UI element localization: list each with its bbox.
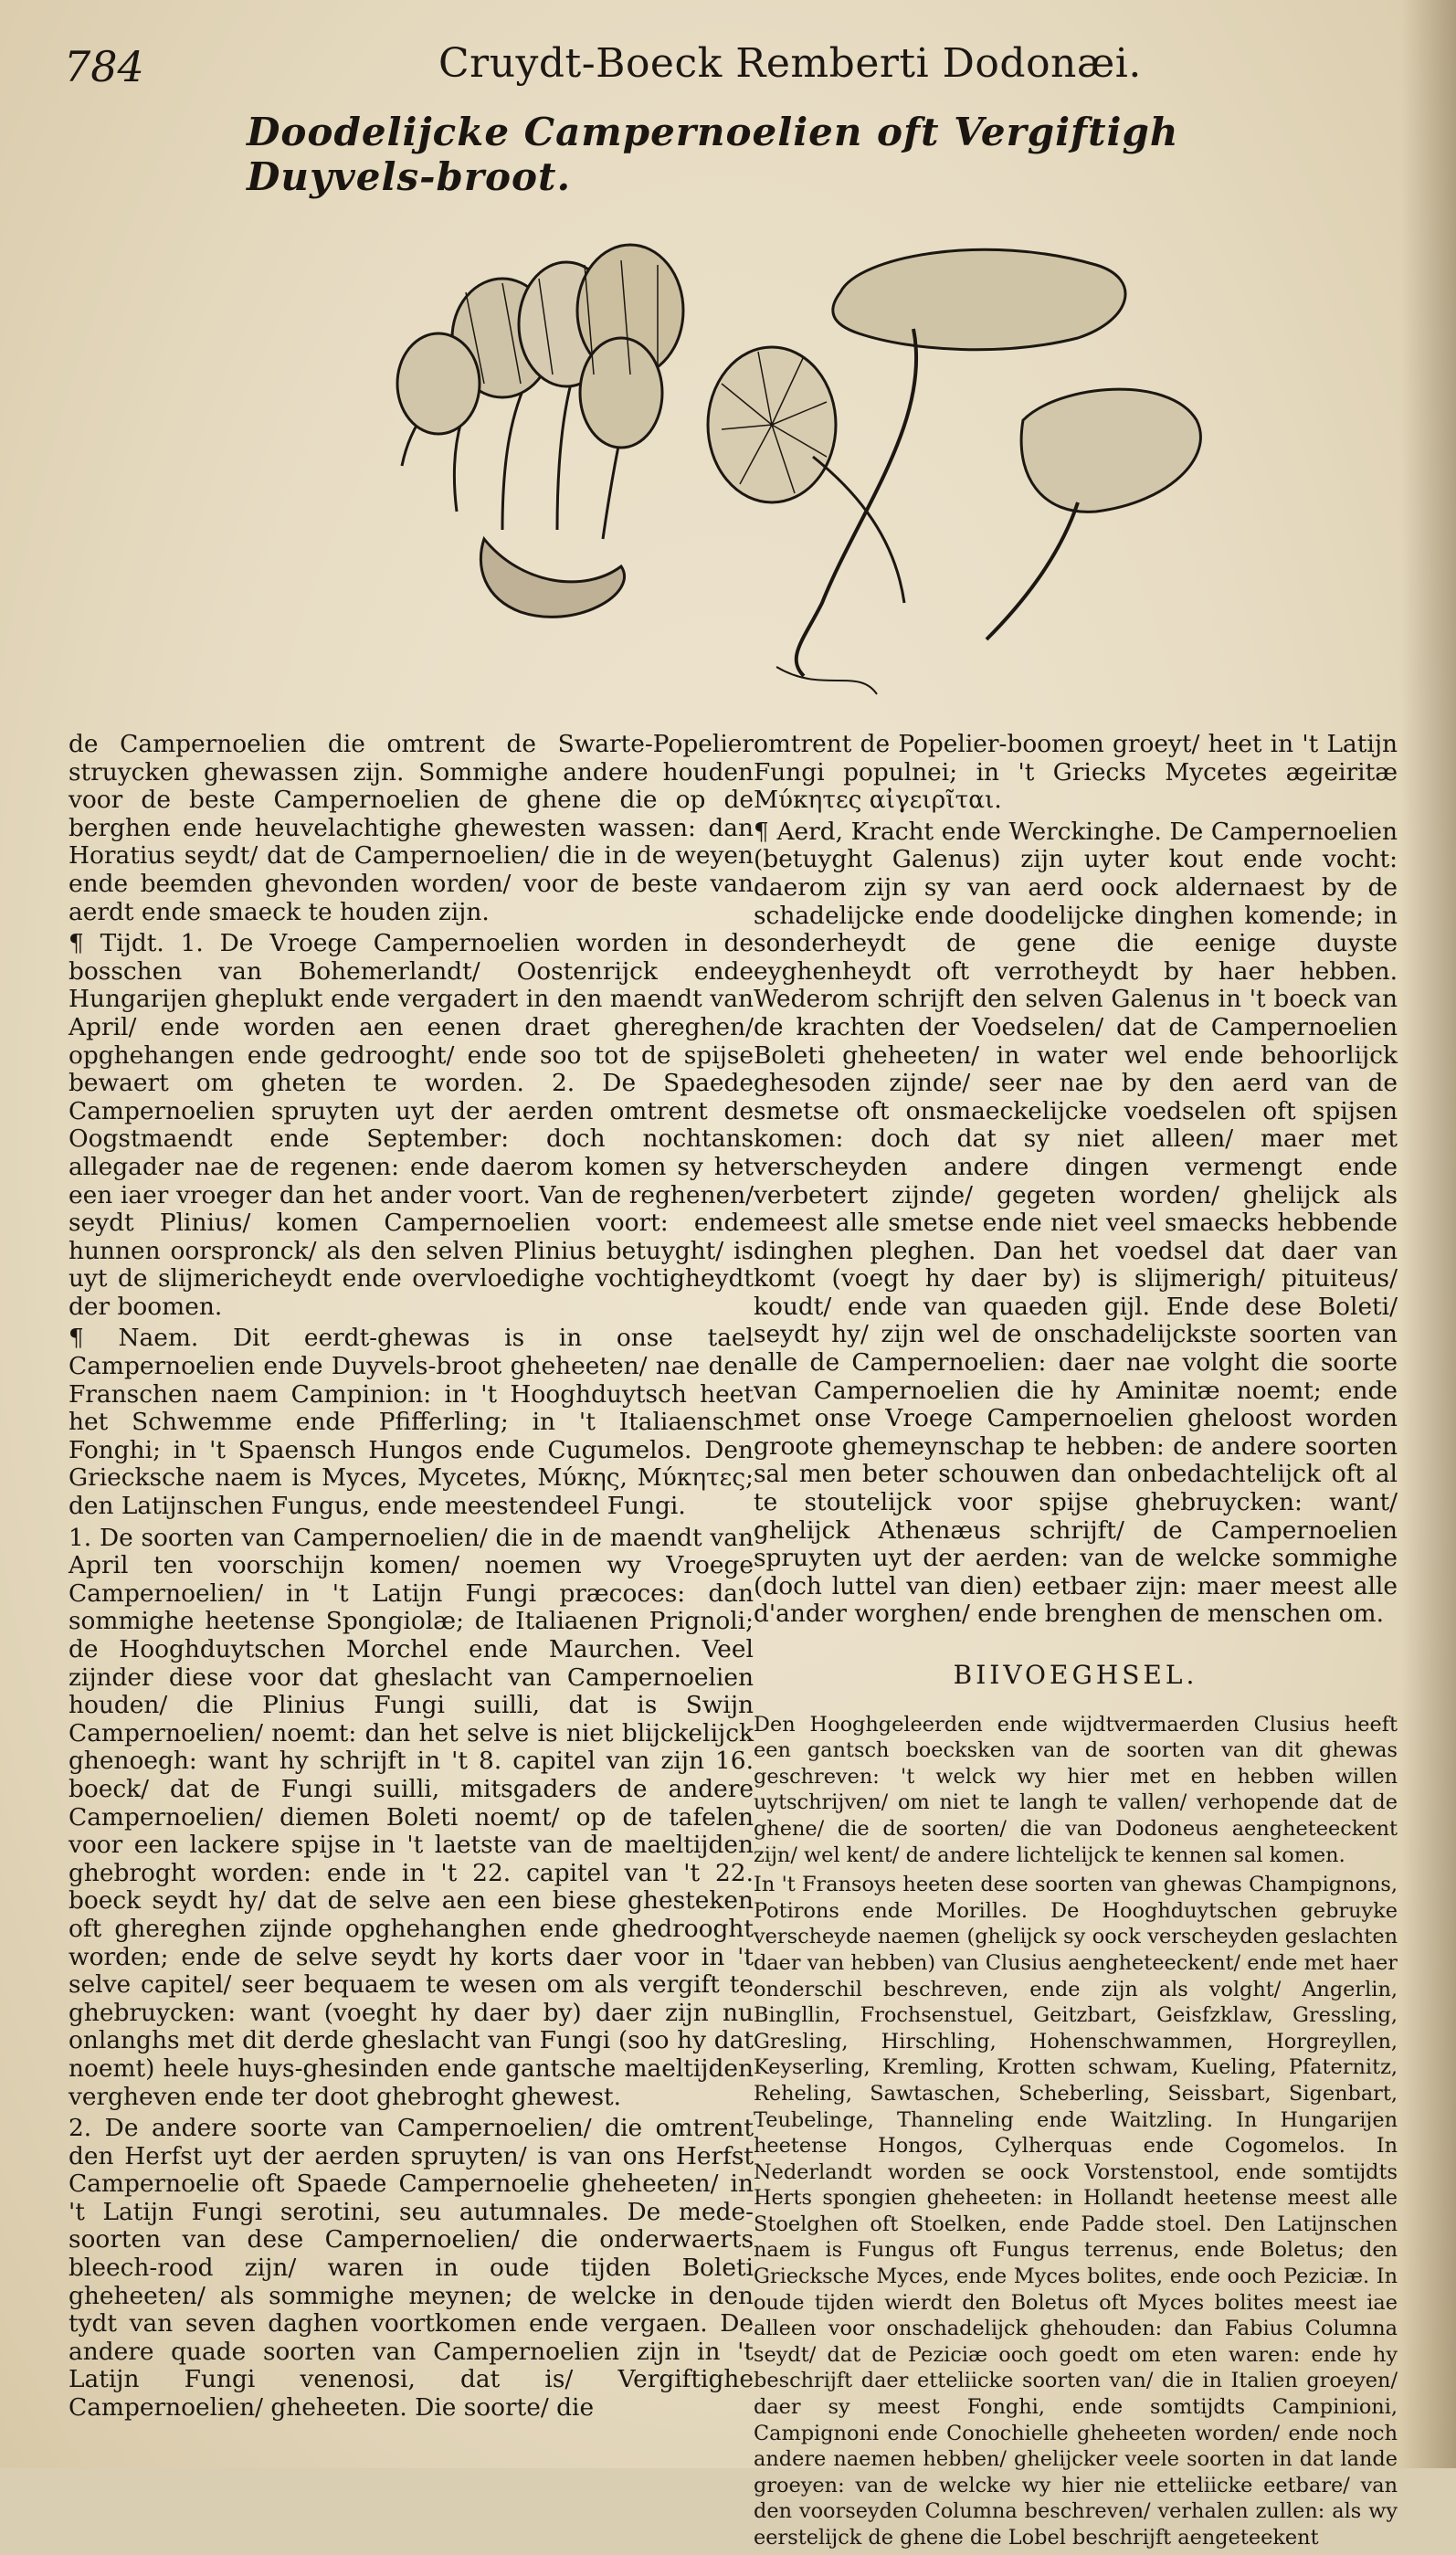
section-title: Doodelijcke Campernoelien oft Vergiftigh Duyvels-broot. [247, 110, 1179, 199]
woodcut-illustration [347, 238, 1261, 713]
page-edge-shadow [1401, 0, 1456, 2468]
left-paragraph: ¶ Naem. Dit eerdt-ghewas is in onse tael Campernoelien ende Duyvels-broot gheheeten/ nae den Franschen naem Campinion: in 't Hooghduytsch heet het Schwemme ende Pfifferling; in 't Italiaensch Fonghi; in 't Spaensch Hungos ende Cugumelos. Den Griecksche naem is Myces, Mycetes, Μύκης, Μύκητες; den Latijnschen Fungus, ende meestendeel Fungi. [69, 1324, 754, 1521]
addendum-paragraph: In 't Fransoys heeten dese soorten van ghewas Champignons, Potirons ende Morilles. De Hooghduytschen gebruyke verscheyde naemen (ghelijck sy oock verscheyden geslachten daer van hebben) van Clusius aengheteeckent/ ende met haer onderschil beschreven, ende zijn als volght/ Angerlin, Bingllin, Frochsenstuel, Geitzbart, Geisfzklaw, Gressling, Gresling, Hirschling, Hohenschwammen, Horgreyllen, Keyserling, Kremling, Krotten schwam, Kueling, Pfaternitz, Reheling, Sawtaschen, Scheberling, Seissbart, Sigenbart, Teubelinge, Thanneling ende Waitzling. In Hungarijen heetense Hongos, Cylherquas ende Cogomelos. In Nederlandt worden se oock Vorstenstool, ende somtijdts Herts spongien gheheeten: in Hollandt heetense meest alle Stoelghen oft Stoelken, ende Padde stoel. Den Latijnschen naem is Fungus oft Fungus terrenus, ende Boletus; den Griecksche Myces, ende Myces bolites, ende ooch Peziciæ. In oude tijden wierdt den Boletus oft Myces bolites meest iae alleen voor onschadelijck ghehouden: dan Fabius Columna seydt/ dat de Peziciæ ooch goedt om eten waren: ende hy beschrijft daer etteliicke soorten van/ die in Italien groeyen/ daer sy meest Fonghi, ende somtijdts Campinioni, Campignoni ende Conochielle gheheeten worden/ ende noch andere naemen hebben/ ghelijcker veele soorten in dat lande groeyen: van de welcke wy hier nie etteliicke eetbare/ van den voorseyden Columna beschreven/ verhalen zullen: als wy eerstelijck de ghene die Lobel beschrijft aengeteekent [754, 1873, 1398, 2550]
left-paragraph: 2. De andere soorte van Campernoelien/ die omtrent den Herfst uyt der aerden spruyten/ is van ons Herfst Campernoelie oft Spaede Campernoelie gheheeten/ in 't Latijn Fungi serotini, seu autumnales. De mede-soorten van dese Campernoelien/ die onderwaerts bleech-rood zijn/ waren in oude tijden Boleti gheheeten/ als sommighe meynen; de welcke in den tydt van seven daghen voortkomen ende vergaen. De andere quade soorten van Campernoelien zijn in 't Latijn Fungi venenosi, dat is/ Vergiftighe Campernoelien/ gheheeten. Die soorte/ die [69, 2114, 754, 2423]
right-paragraph: ¶ Aerd, Kracht ende Werckinghe. De Campernoelien (betuyght Galenus) zijn uyter kout ende vocht: daerom zijn sy van aerd oock aldernaest by de schadelijcke ende doodelijcke dinghen komende; in sonderheydt de gene die eenige duyste eyghenheydt oft verrotheydt by haer hebben. Wederom schrijft den selven Galenus in 't boeck van de krachten der Voedselen/ dat de Campernoelien Boleti gheheeten/ in water wel ende behoorlijck ghesoden zijnde/ seer nae by den aerd van de smetse oft onsmaeckelijcke voedselen oft spijsen komen: doch dat sy niet alleen/ maer met verscheyden andere dingen vermengt ende verbetert zijnde/ gegeten worden/ ghelijck als meest alle smetse ende niet veel smaecks hebbende dinghen pleghen. Dan het voedsel dat daer van komt (voegt hy daer by) is slijmerigh/ pituiteus/ koudt/ ende van quaeden gijl. Ende dese Boleti/ seydt hy/ zijn wel de onschadelijckste soorten van alle de Campernoelien: daer nae volght die soorte van Campernoelien die hy Aminitæ noemt; ende met onse Vroege Campernoelien gheloost worden groote ghemeynschap te hebben: de andere soorten sal men beter schouwen dan onbedachtelijck oft al te stoutelijck voor spijse ghebruycken: want/ ghelijck Athenæus schrijft/ de Campernoelien spruyten uyt der aerden: van de welcke sommighe (doch luttel van dien) eetbaer zijn: maer meest alle d'ander worghen/ ende brenghen de menschen om. [754, 817, 1398, 1629]
right-paragraph: omtrent de Popelier-boomen groeyt/ heet in 't Latijn Fungi populnei; in 't Griecks Mycetes ægeiritæ Μύκητες αἰγειρῖται. [754, 730, 1398, 815]
running-title: Cruydt-Boeck Remberti Dodonæi. [438, 40, 1142, 87]
addendum-heading: BIIVOEGHSEL. [953, 1660, 1198, 1690]
page-number: 784 [64, 42, 144, 91]
mushroom-pair-icon [708, 249, 1200, 694]
addendum-section [754, 1712, 1398, 2551]
addendum-paragraph: Den Hooghgeleerden ende wijdtvermaerden Clusius heeft een gantsch boecksken van de soorten van dit ghewas geschreven: 't welck wy hier met en hebben willen uytschrijven/ om niet te langh te vallen/ verhopende dat de ghene/ die de soorten/ die van Dodoneus aengheteeckent zijn/ wel kent/ de andere lichtelijck te kennen sal komen. [754, 1712, 1398, 1867]
mushroom-woodcut-figure [347, 238, 1261, 713]
left-paragraph: ¶ Tijdt. 1. De Vroege Campernoelien worden in de bosschen van Bohemerlandt/ Oostenrijck ende Hungarijen gheplukt ende vergadert in den maendt van April/ ende worden aen eenen draet ghereghen/ opghehangen ende gedrooght/ ende soo tot de spijse bewaert om gheten te worden. 2. De Spaede Campernoelien spruyten uyt der aerden omtrent de Oogstmaendt ende September: doch nochtans allegader nae de regenen: ende daerom komen sy het een iaer vroeger dan het ander voort. Van de reghenen/ seydt Plinius/ komen Campernoelien voort: ende hunnen oorspronck/ als den selven Plinius betuyght/ is uyt de slijmericheydt ende overvloedighe vochtigheydt der boomen. [69, 929, 754, 1321]
left-paragraph: de Campernoelien die omtrent de Swarte-Popelier struycken ghewassen zijn. Sommighe andere houden voor de beste Campernoelien de ghene die op de berghen ende heuvelachtighe ghewesten wassen: dan Horatius seydt/ dat de Campernoelien/ die in de weyen ende beemden ghevonden worden/ voor de beste van aerdt ende smaeck te houden zijn. [69, 730, 754, 926]
left-text-column [69, 731, 754, 2426]
mushroom-cluster-icon [397, 245, 683, 617]
page-header [64, 37, 1388, 91]
right-text-column [754, 731, 1398, 2555]
left-paragraph: 1. De soorten van Campernoelien/ die in de maendt van April ten voorschijn komen/ noemen wy Vroege Campernoelien/ in 't Latijn Fungi præcoces: dan sommighe heetense Spongiolæ; de Italiaenen Prignoli; de Hooghduytschen Morchel ende Maurchen. Veel zijnder diese voor dat gheslacht van Campernoelien houden/ die Plinius Fungi suilli, dat is Swijn Campernoelien/ noemt: dan het selve is niet blijckelijck ghenoegh: want hy schrijft in 't 8. capitel van zijn 16. boeck/ dat de Fungi suilli, mitsgaders de andere Campernoelien/ diemen Boleti noemt/ op de tafelen voor een lackere spijse in 't laetste van de maeltijden ghebroght worden: ende in 't 22. capitel van 't 22. boeck seydt hy/ dat de selve aen een biese ghesteken oft ghereghen zijnde opghehanghen ende ghedrooght worden; ende de selve seydt hy korts daer voor in 't selve capitel/ seer bequaem te wesen om als vergift te ghebruycken: want (voeght hy daer by) daer zijn nu onlanghs met dit derde gheslacht van Fungi (soo hy dat noemt) heele huys-ghesinden ende gantsche maeltijden vergheven ende ter doot ghebroght ghewest. [69, 1523, 754, 2111]
